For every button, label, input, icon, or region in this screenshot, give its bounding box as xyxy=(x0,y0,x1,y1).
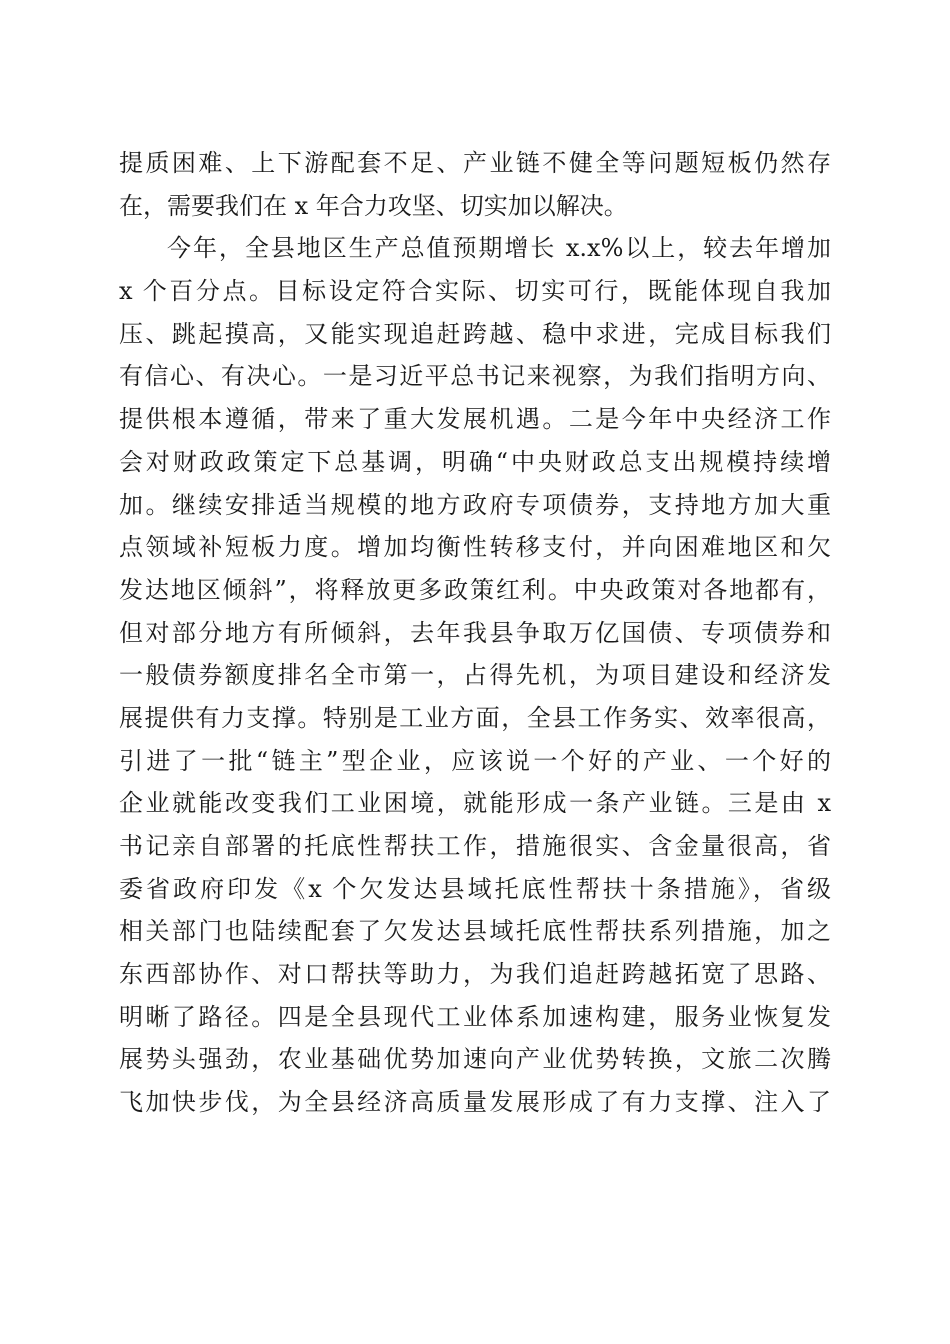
paragraph-1 xyxy=(119,142,831,227)
text-line: 但对部分地方有所倾斜，去年我县争取万亿国债、专项债券和 xyxy=(119,618,831,647)
text-line: 一般债券额度排名全市第一，占得先机，为项目建设和经济发 xyxy=(119,661,831,690)
text-line: 展提供有力支撑。特别是工业方面，全县工作务实、效率很高， xyxy=(119,703,831,732)
paragraph-2 xyxy=(119,227,831,1123)
body-text xyxy=(119,142,831,1124)
text-line: x 个百分点。目标设定符合实际、切实可行，既能体现自我加 xyxy=(119,277,831,306)
text-line: 书记亲自部署的托底性帮扶工作，措施很实、含金量很高，省 xyxy=(119,832,831,860)
text-line: 有信心、有决心。一是习近平总书记来视察，为我们指明方向、 xyxy=(119,362,831,391)
text-line: 加。继续安排适当规模的地方政府专项债券，支持地方加大重 xyxy=(119,490,831,519)
text-line: 引进了一批“链主”型企业，应该说一个好的产业、一个好的 xyxy=(119,746,831,775)
text-line: 在，需要我们在 x 年合力攻坚、切实加以解决。 xyxy=(119,191,628,220)
text-line: 委省政府印发《x 个欠发达县域托底性帮扶十条措施》，省级 xyxy=(119,874,831,903)
text-line: 今年，全县地区生产总值预期增长 x.x%以上，较去年增加 xyxy=(167,234,831,263)
text-line: 压、跳起摸高，又能实现追赶跨越、稳中求进，完成目标我们 xyxy=(119,319,831,348)
text-line: 会对财政政策定下总基调，明确“中央财政总支出规模持续增 xyxy=(119,447,831,476)
text-line: 东西部协作、对口帮扶等助力，为我们追赶跨越拓宽了思路、 xyxy=(119,960,831,989)
text-line: 相关部门也陆续配套了欠发达县域托底性帮扶系列措施，加之 xyxy=(119,917,831,946)
text-line: 提质困难、上下游配套不足、产业链不健全等问题短板仍然存 xyxy=(119,149,831,177)
text-line: 点领域补短板力度。增加均衡性转移支付，并向困难地区和欠 xyxy=(119,533,831,562)
text-line: 企业就能改变我们工业困境，就能形成一条产业链。三是由 x xyxy=(119,789,831,818)
text-line: 发达地区倾斜”，将释放更多政策红利。中央政策对各地都有， xyxy=(119,575,831,604)
text-line: 展势头强劲，农业基础优势加速向产业优势转换，文旅二次腾 xyxy=(119,1045,831,1074)
text-line: 提供根本遵循，带来了重大发展机遇。二是今年中央经济工作 xyxy=(119,405,831,434)
text-line: 明晰了路径。四是全县现代工业体系加速构建，服务业恢复发 xyxy=(119,1002,831,1031)
text-line: 飞加快步伐，为全县经济高质量发展形成了有力支撑、注入了 xyxy=(119,1088,831,1117)
